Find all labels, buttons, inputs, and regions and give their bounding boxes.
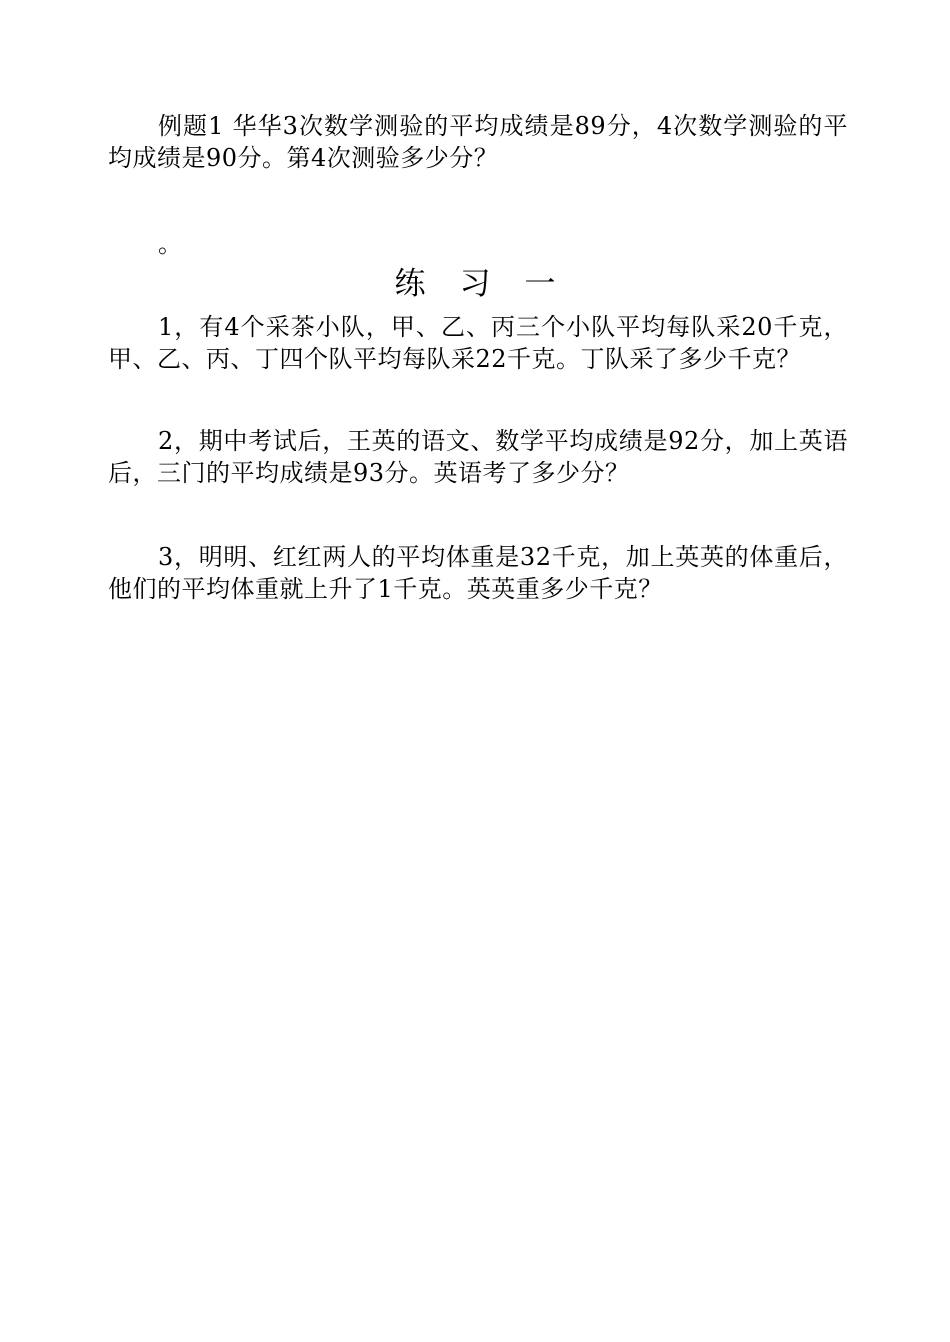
- stray-period: 。: [158, 230, 182, 258]
- example-problem: 例题1 华华3次数学测验的平均成绩是89分，4次数学测验的平均成绩是90分。第4次测验多少分？: [108, 112, 848, 172]
- exercise-question-2: 2，期中考试后，王英的语文、数学平均成绩是92分，加上英语后，三门的平均成绩是93分。英语考了多少分？: [108, 427, 848, 487]
- exercise-question-1: 1，有4个采茶小队，甲、乙、丙三个小队平均每队采20千克，甲、乙、丙、丁四个队平均每队采22千克。丁队采了多少千克？: [108, 313, 848, 373]
- section-title: 练习一: [394, 266, 590, 302]
- exercise-question-3: 3，明明、红红两人的平均体重是32千克，加上英英的体重后，他们的平均体重就上升了1千克。英英重多少千克？: [108, 543, 848, 603]
